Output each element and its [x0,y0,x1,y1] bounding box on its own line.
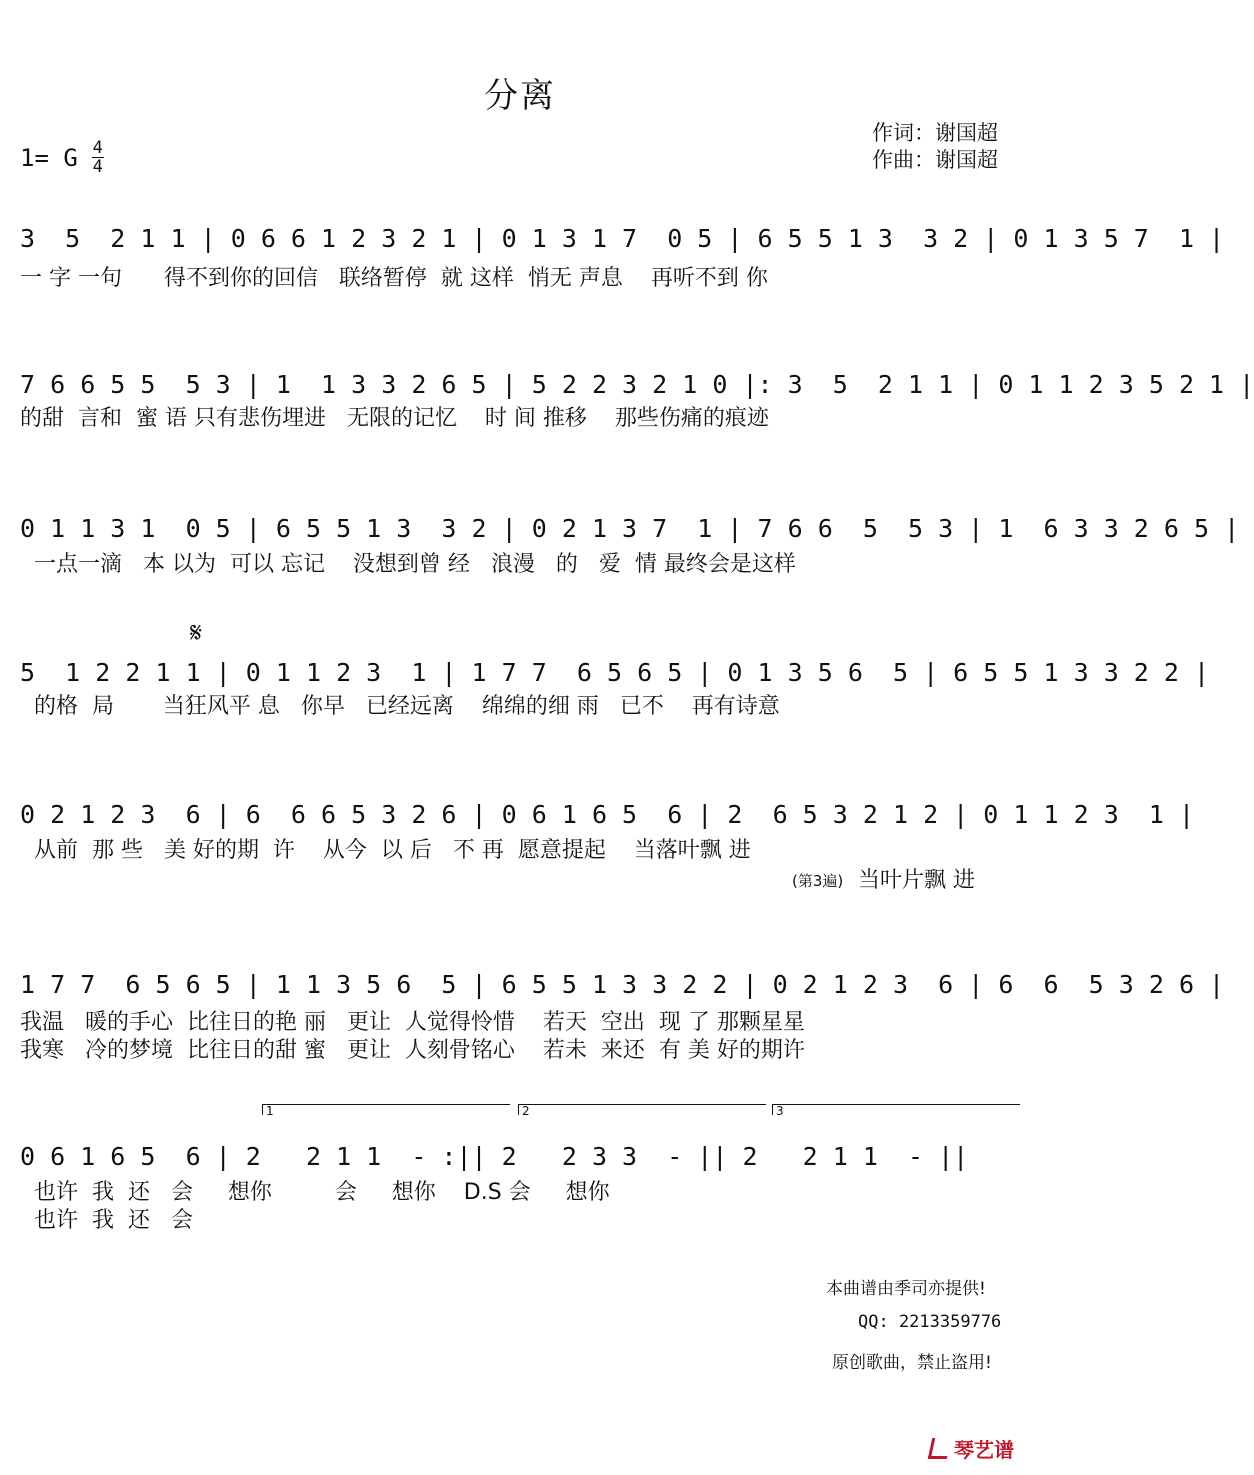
site-logo [930,1434,1014,1463]
key-label: 1= G [20,143,78,172]
segno-sign: 𝄋 [190,616,203,649]
notation-row: 0 6 1 6 5 6 | 2 2 1 1 - :|| 2 2 3 3 - || 2 2 1 1 - || [20,1141,969,1171]
lyric-row: 的格 局 当狂风平 息 你早 已经远离 绵绵的细 雨 已不 再有诗意 [20,693,780,719]
lyric-row-2: 也许 我 还 会 [20,1207,193,1233]
lyric-row: 一 字 一句 得不到你的回信 联络暂停 就 这样 悄无 声息 再听不到 你 [20,265,768,291]
notation-row: 3 5 2 1 1 | 0 6 6 1 2 3 2 1 | 0 1 3 1 7 0 5 | 6 5 5 1 3 3 2 | 0 1 3 5 7 1 | [20,223,1225,253]
lyric-row: 从前 那 些 美 好的期 许 从今 以 后 不 再 愿意提起 当落叶飘 进 [20,837,751,863]
volta-3: 3 [772,1104,1020,1115]
notation-row: 7 6 6 5 5 5 3 | 1 1 3 3 2 6 5 | 5 2 2 3 2 1 0 |: 3 5 2 1 1 | 0 1 1 2 3 5 2 1 | [20,369,1254,399]
lyric-row-1: 我温 暖的手心 比往日的艳 丽 更让 人觉得怜惜 若天 空出 现 了 那颗星星 [20,1009,805,1035]
key-signature [20,140,104,175]
lyric-row-1: 也许 我 还 会 想你 会 想你 D.S 会 想你 [20,1179,610,1205]
copyright-notice: 原创歌曲，禁止盗用! [832,1353,992,1373]
notation-row: 0 1 1 3 1 0 5 | 6 5 5 1 3 3 2 | 0 2 1 3 7 1 | 7 6 6 5 5 3 | 1 6 3 3 2 6 5 | [20,513,1240,543]
lyric-row: 一点一滴 本 以为 可以 忘记 没想到曾 经 浪漫 的 爱 情 最终会是这样 [20,551,796,577]
third-time-label: (第3遍) [792,872,844,890]
composer: 作曲：谢国超 [872,148,998,172]
notation-row: 5 1 2 2 1 1 | 0 1 1 2 3 1 | 1 7 7 6 5 6 5 | 0 1 3 5 6 5 | 6 5 5 1 3 3 2 2 | [20,657,1210,687]
time-bottom: 4 [92,157,103,177]
third-time-lyric: 当叶片飘 进 [858,867,975,893]
lyric-row-2: 我寒 冷的梦境 比往日的甜 蜜 更让 人刻骨铭心 若未 来还 有 美 好的期许 [20,1037,805,1063]
logo-text: 琴艺谱 [954,1438,1014,1462]
notation-row: 0 2 1 2 3 6 | 6 6 6 5 3 2 6 | 0 6 1 6 5 6 | 2 6 5 3 2 1 2 | 0 1 1 2 3 1 | [20,799,1194,829]
volta-2: 2 [518,1104,766,1115]
time-signature [92,140,104,175]
volta-1: 1 [262,1104,510,1115]
score-title: 分离 [484,76,556,116]
qq-contact: QQ: 2213359776 [858,1312,1002,1332]
lyric-row: 的甜 言和 蜜 语 只有悲伤埋进 无限的记忆 时 间 推移 那些伤痛的痕迹 [20,405,769,431]
time-top: 4 [92,138,103,158]
credits [872,120,998,174]
notation-row: 1 7 7 6 5 6 5 | 1 1 3 5 6 5 | 6 5 5 1 3 3 2 2 | 0 2 1 2 3 6 | 6 6 5 3 2 6 | [20,969,1225,999]
provider-note: 本曲谱由季司亦提供! [826,1279,986,1299]
lyricist: 作词：谢国超 [872,121,998,145]
logo-icon [928,1438,951,1459]
